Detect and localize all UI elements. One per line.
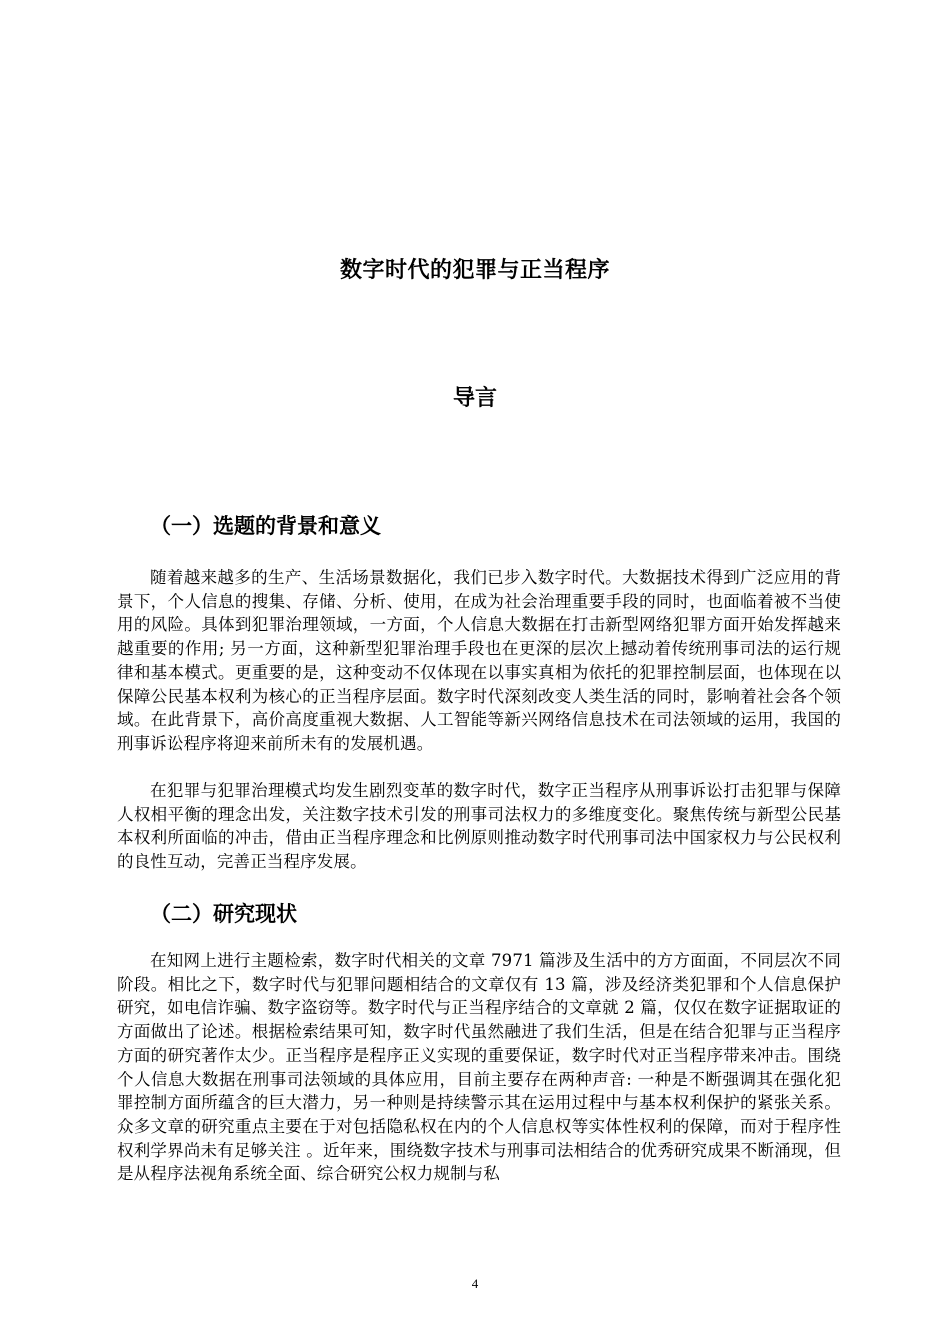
- paragraph-background-2: 在犯罪与犯罪治理模式均发生剧烈变革的数字时代，数字正当程序从刑事诉讼打击犯罪与保障人权相平衡的理念出发，关注数字技术引发的刑事司法权力的多维度变化。聚焦传统与新型公民基本权利所面临的冲击，借由正当程序理念和比例原则推动数字时代刑事司法中国家权力与公民权利的良性互动，完善正当程序发展。: [117, 781, 841, 872]
- document-title: 数字时代的犯罪与正当程序: [339, 258, 610, 283]
- section-heading-background: （一）选题的背景和意义: [150, 514, 381, 538]
- chapter-title: 导言: [452, 386, 497, 411]
- section-heading-research-status: （二）研究现状: [150, 902, 297, 926]
- paragraph-research-status-1: 在知网上进行主题检索，数字时代相关的文章 7971 篇涉及生活中的方方面面，不同层次不同阶段。相比之下，数字时代与犯罪问题相结合的文章仅有 13 篇，涉及经济类犯罪和个人信息保护研究，如电信诈骗、数字盗窃等。数字时代与正当程序结合的文章就 2 篇，仅仅在数字证据取证的方面做出了论述。根据检索结果可知，数字时代虽然融进了我们生活，但是在结合犯罪与正当程序方面的研究著作太少。正当程序是程序正义实现的重要保证，数字时代对正当程序带来冲击。围绕个人信息大数据在刑事司法领域的具体应用，目前主要存在两种声音: 一种是不断强调其在强化犯罪控制方面所蕴含的巨大潜力，另一种则是持续警示其在运用过程中与基本权利保护的紧张关系。众多文章的研究重点主要在于对包括隐私权在内的个人信息权等实体性权利的保障，而对于程序性权利学界尚未有足够关注 。近年来，围绕数字技术与刑事司法相结合的优秀研究成果不断涌现，但是从程序法视角系统全面、综合研究公权力规制与私: [117, 951, 841, 1184]
- paragraph-background-1: 随着越来越多的生产、生活场景数据化，我们已步入数字时代。大数据技术得到广泛应用的背景下，个人信息的搜集、存储、分析、使用，在成为社会治理重要手段的同时，也面临着被不当使用的风险。具体到犯罪治理领域，一方面，个人信息大数据在打击新型网络犯罪方面开始发挥越来越重要的作用; 另一方面，这种新型犯罪治理手段也在更深的层次上撼动着传统刑事司法的运行规律和基本模式。更重要的是，这种变动不仅体现在以事实真相为依托的犯罪控制层面，也体现在以保障公民基本权利为核心的正当程序层面。数字时代深刻改变人类生活的同时，影响着社会各个领域。在此背景下，高价高度重视大数据、人工智能等新兴网络信息技术在司法领域的运用，我国的刑事诉讼程序将迎来前所未有的发展机遇。: [117, 568, 841, 753]
- page-number: 4: [471, 1276, 479, 1291]
